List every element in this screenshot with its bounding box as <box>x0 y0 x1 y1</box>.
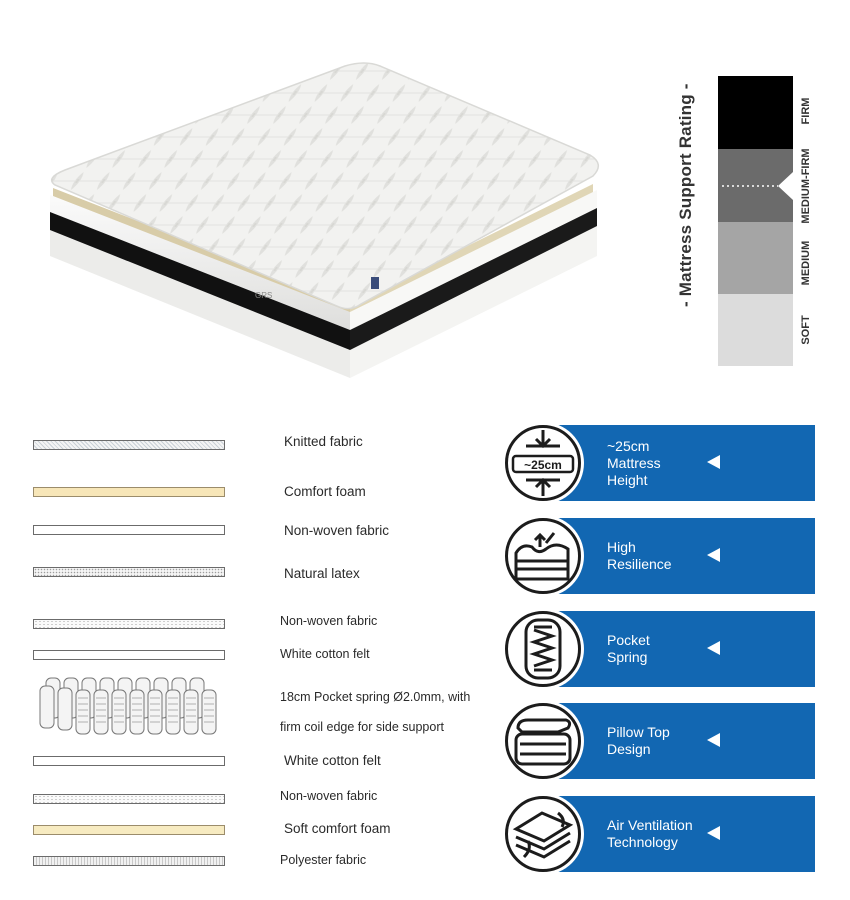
layer-swatch-knitted-fabric <box>33 440 225 450</box>
feature-line: Air Ventilation <box>607 817 693 833</box>
layer-label: Non-woven fabric <box>284 523 390 538</box>
rating-label-medium-firm: MEDIUM-FIRM <box>800 148 812 224</box>
feature-line: Spring <box>607 649 648 665</box>
arrow-left-icon <box>707 826 720 840</box>
feature-text <box>607 518 717 594</box>
feature-pillow-top-design <box>505 703 815 779</box>
feature-line: Technology <box>607 834 678 850</box>
layer-label-line2: firm coil edge for side support <box>280 720 444 734</box>
mattress-image <box>45 60 605 380</box>
feature-line: Mattress <box>607 454 661 471</box>
layer-label: Polyester fabric <box>280 853 367 867</box>
layer-swatch-natural-latex <box>33 567 225 577</box>
feature-line: ~25cm <box>607 437 650 454</box>
pillow-top-icon <box>505 703 581 779</box>
feature-air-ventilation <box>505 796 815 872</box>
feature-text <box>607 611 717 687</box>
layer-label: White cotton felt <box>280 647 370 661</box>
height-measure-icon <box>505 425 581 501</box>
layer-label: White cotton felt <box>284 753 381 768</box>
feature-line: Pillow Top <box>607 724 670 740</box>
feature-high-resilience <box>505 518 815 594</box>
feature-line: High <box>607 539 636 555</box>
feature-line: Pocket <box>607 632 650 648</box>
layer-label: Non-woven fabric <box>280 789 378 803</box>
layer-label: Comfort foam <box>284 484 366 499</box>
resilience-icon <box>505 518 581 594</box>
medium-level <box>718 222 793 294</box>
firm-level <box>718 76 793 149</box>
arrow-left-icon <box>707 641 720 655</box>
layer-swatch-white-cotton-felt <box>33 650 225 660</box>
feature-text <box>607 425 717 501</box>
layer-label: Natural latex <box>284 566 360 581</box>
feature-line: Height <box>607 471 648 488</box>
rating-label-soft: SOFT <box>800 315 812 345</box>
pocket-spring-icon <box>505 611 581 687</box>
height-icon-text: ~25cm <box>524 458 562 472</box>
rating-label-medium: MEDIUM <box>800 240 812 286</box>
brand-logo: GRS <box>255 291 273 300</box>
layer-label: Soft comfort foam <box>284 821 391 836</box>
rating-label-firm: FIRM <box>800 97 812 125</box>
feature-mattress-height <box>505 425 815 501</box>
soft-level <box>718 294 793 366</box>
layer-swatch-soft-comfort-foam <box>33 825 225 835</box>
layer-swatch-polyester-fabric <box>33 856 225 866</box>
layer-label: Knitted fabric <box>284 434 363 449</box>
layer-swatch-non-woven-fabric <box>33 619 225 629</box>
feature-text <box>607 703 717 779</box>
rating-title: - Mattress Support Rating - <box>676 83 695 307</box>
firmness-scale <box>718 76 793 366</box>
air-ventilation-icon <box>505 796 581 872</box>
feature-line: Design <box>607 741 651 757</box>
layer-swatch-white-cotton-felt <box>33 756 225 766</box>
feature-pocket-spring <box>505 611 815 687</box>
layer-swatch-comfort-foam <box>33 487 225 497</box>
layer-swatch-non-woven-fabric <box>33 525 225 535</box>
arrow-left-icon <box>707 733 720 747</box>
arrow-left-icon <box>707 455 720 469</box>
layer-swatch-non-woven-fabric <box>33 794 225 804</box>
layer-label: Non-woven fabric <box>280 614 378 628</box>
feature-line: Resilience <box>607 556 672 572</box>
feature-text <box>607 796 717 872</box>
pocket-springs-icon <box>38 676 233 742</box>
layer-label: 18cm Pocket spring Ø2.0mm, with <box>280 690 471 704</box>
arrow-left-icon <box>707 548 720 562</box>
